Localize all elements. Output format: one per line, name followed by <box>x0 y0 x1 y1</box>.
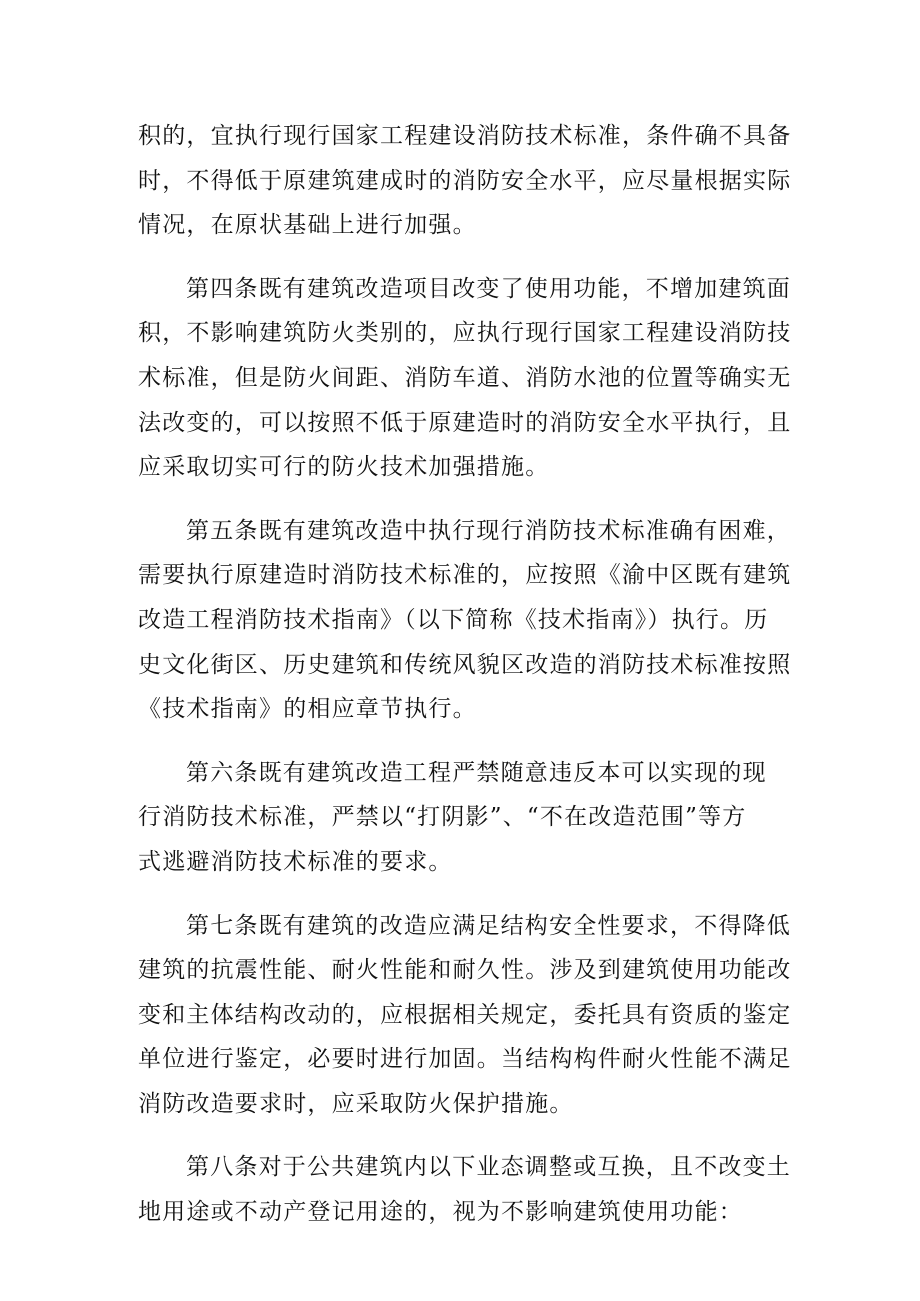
text-line: 第五条既有建筑改造中执行现行消防技术标准确有困难， <box>186 517 791 544</box>
text-line: 改造工程消防技术指南》（以下简称《技术指南》）执行。历 <box>138 606 769 633</box>
text-line: 建筑的抗震性能、耐火性能和耐久性。涉及到建筑使用功能改 <box>138 957 792 984</box>
text-line: 情况，在原状基础上进行加强。 <box>138 212 477 239</box>
paragraph-article-7 <box>138 904 798 1127</box>
paragraph-continuation <box>138 114 798 248</box>
text-line: 时，不得低于原建筑建成时的消防安全水平，应尽量根据实际 <box>138 167 792 194</box>
text-line: 行消防技术标准，严禁以“打阴影”、“不在改造范围”等方 <box>138 804 747 831</box>
text-line: 第六条既有建筑改造工程严禁随意违反本可以实现的现 <box>186 759 767 786</box>
text-line: 第八条对于公共建筑内以下业态调整或互换，且不改变土 <box>186 1154 791 1181</box>
text-line: 积的，宜执行现行国家工程建设消防技术标准，条件确不具备 <box>138 123 792 149</box>
text-line: 单位进行鉴定，必要时进行加固。当结构构件耐火性能不满足 <box>138 1046 792 1073</box>
text-line: 消防改造要求时，应采取防火保护措施。 <box>138 1090 574 1117</box>
text-line: 法改变的，可以按照不低于原建造时的消防安全水平执行，且 <box>138 409 792 436</box>
text-line: 史文化街区、历史建筑和传统风貌区改造的消防技术标准按照 <box>138 651 792 678</box>
text-line: 应采取切实可行的防火技术加强措施。 <box>138 454 550 481</box>
document-body <box>138 114 798 1254</box>
text-line: 需要执行原建造时消防技术标准的，应按照《渝中区既有建筑 <box>138 562 792 589</box>
paragraph-article-6 <box>138 751 798 885</box>
paragraph-article-8 <box>138 1145 798 1234</box>
paragraph-article-4 <box>138 267 798 490</box>
text-line: 变和主体结构改动的，应根据相关规定，委托具有资质的鉴定 <box>138 1001 792 1028</box>
text-line: 术标准，但是防火间距、消防车道、消防水池的位置等确实无 <box>138 364 792 391</box>
text-line: 地用途或不动产登记用途的，视为不影响建筑使用功能： <box>138 1199 743 1226</box>
text-line: 积，不影响建筑防火类别的，应执行现行国家工程建设消防技 <box>138 320 792 347</box>
text-line: 式逃避消防技术标准的要求。 <box>138 848 453 875</box>
text-line: 第四条既有建筑改造项目改变了使用功能，不增加建筑面 <box>186 275 791 302</box>
text-line: 《技术指南》的相应章节执行。 <box>138 696 477 723</box>
paragraph-article-5 <box>138 509 798 732</box>
text-line: 第七条既有建筑的改造应满足结构安全性要求，不得降低 <box>186 912 791 939</box>
